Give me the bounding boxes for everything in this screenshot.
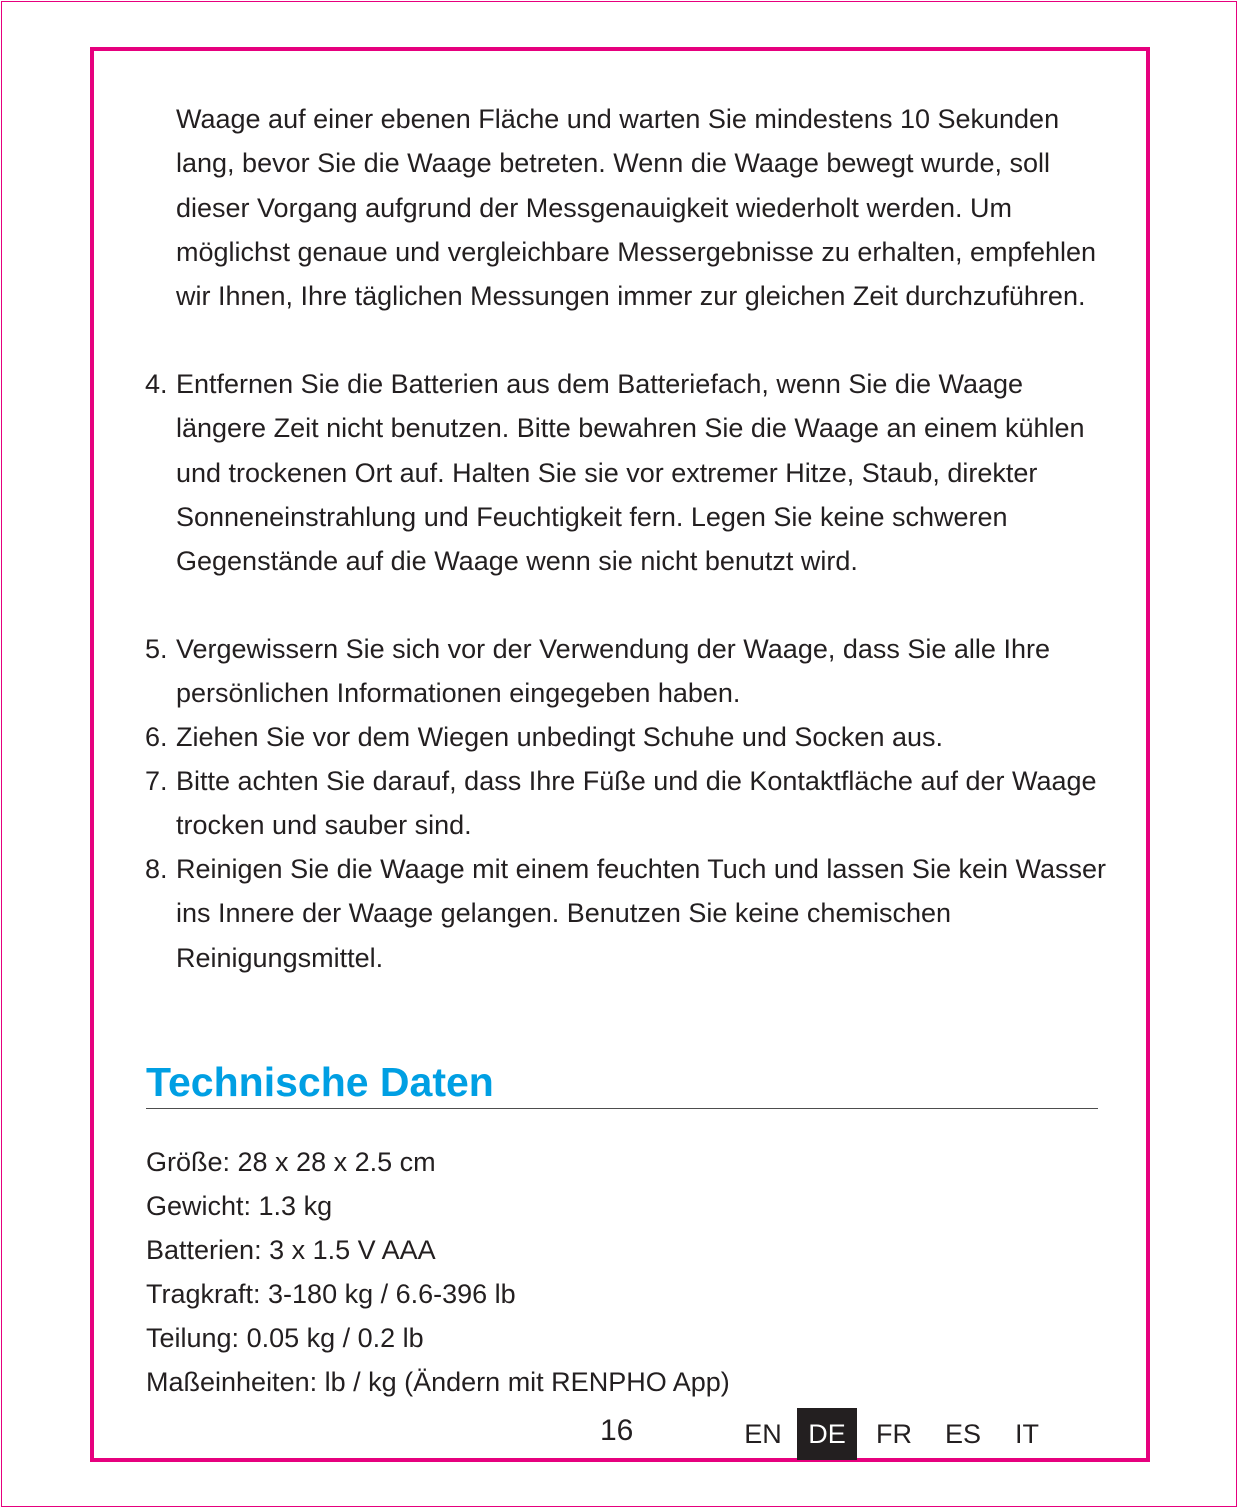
heading-divider	[146, 1108, 1098, 1109]
list-item-8-text: Reinigen Sie die Waage mit einem feuchten Tuch und lassen Sie kein Wasser ins Innere der Waage gelangen. Benutzen Sie keine chemischen Reinigungsmittel.	[176, 854, 1106, 973]
section-heading-technical-data: Technische Daten	[146, 1059, 494, 1105]
list-item-7-text: Bitte achten Sie darauf, dass Ihre Füße und die Kontaktfläche auf der Waage trocken und sauber sind.	[176, 766, 1097, 841]
list-number-7: 7.	[145, 766, 168, 796]
spec-size: Größe: 28 x 28 x 2.5 cm	[146, 1147, 436, 1177]
spec-batteries: Batterien: 3 x 1.5 V AAA	[146, 1235, 436, 1265]
spec-capacity: Tragkraft: 3-180 kg / 6.6-396 lb	[146, 1279, 516, 1309]
spec-weight: Gewicht: 1.3 kg	[146, 1191, 333, 1221]
language-tab-de[interactable]: DE	[797, 1408, 857, 1460]
intro-continuation-text: Waage auf einer ebenen Fläche und warten Sie mindestens 10 Sekunden lang, bevor Sie die Waage betreten. Wenn die Waage bewegt wurde, soll dieser Vorgang aufgrund der Messgenauigkeit wiederholt werden. Um möglichst genaue und vergleichbare Messergebnisse zu erhalten, empfehlen wir Ihnen, Ihre täglichen Messungen immer zur gleichen Zeit durchzuführen.	[176, 104, 1097, 312]
list-number-4: 4.	[145, 369, 168, 399]
spec-units: Maßeinheiten: lb / kg (Ändern mit RENPHO App)	[146, 1367, 730, 1397]
list-number-6: 6.	[145, 722, 168, 752]
list-item-5-text: Vergewissern Sie sich vor der Verwendung der Waage, dass Sie alle Ihre persönlichen Informationen eingegeben haben.	[176, 634, 1050, 709]
list-item-4-text: Entfernen Sie die Batterien aus dem Batteriefach, wenn Sie die Waage längere Zeit nicht benutzen. Bitte bewahren Sie die Waage an einem kühlen und trockenen Ort auf. Halten Sie sie vor extremer Hitze, Staub, direkter Sonneneinstrahlung und Feuchtigkeit fern. Legen Sie keine schweren Gegenstände auf die Waage wenn sie nicht benutzt wird.	[176, 369, 1085, 577]
language-tab-fr[interactable]: FR	[876, 1419, 912, 1449]
page-number: 16	[600, 1414, 634, 1447]
list-number-5: 5.	[145, 634, 168, 664]
spec-graduation: Teilung: 0.05 kg / 0.2 lb	[146, 1323, 424, 1353]
language-tab-en[interactable]: EN	[744, 1419, 782, 1449]
language-tab-es[interactable]: ES	[944, 1419, 982, 1449]
list-item-6-text: Ziehen Sie vor dem Wiegen unbedingt Schuhe und Socken aus.	[176, 722, 943, 752]
list-number-8: 8.	[145, 854, 168, 884]
language-tab-it[interactable]: IT	[1015, 1419, 1039, 1449]
